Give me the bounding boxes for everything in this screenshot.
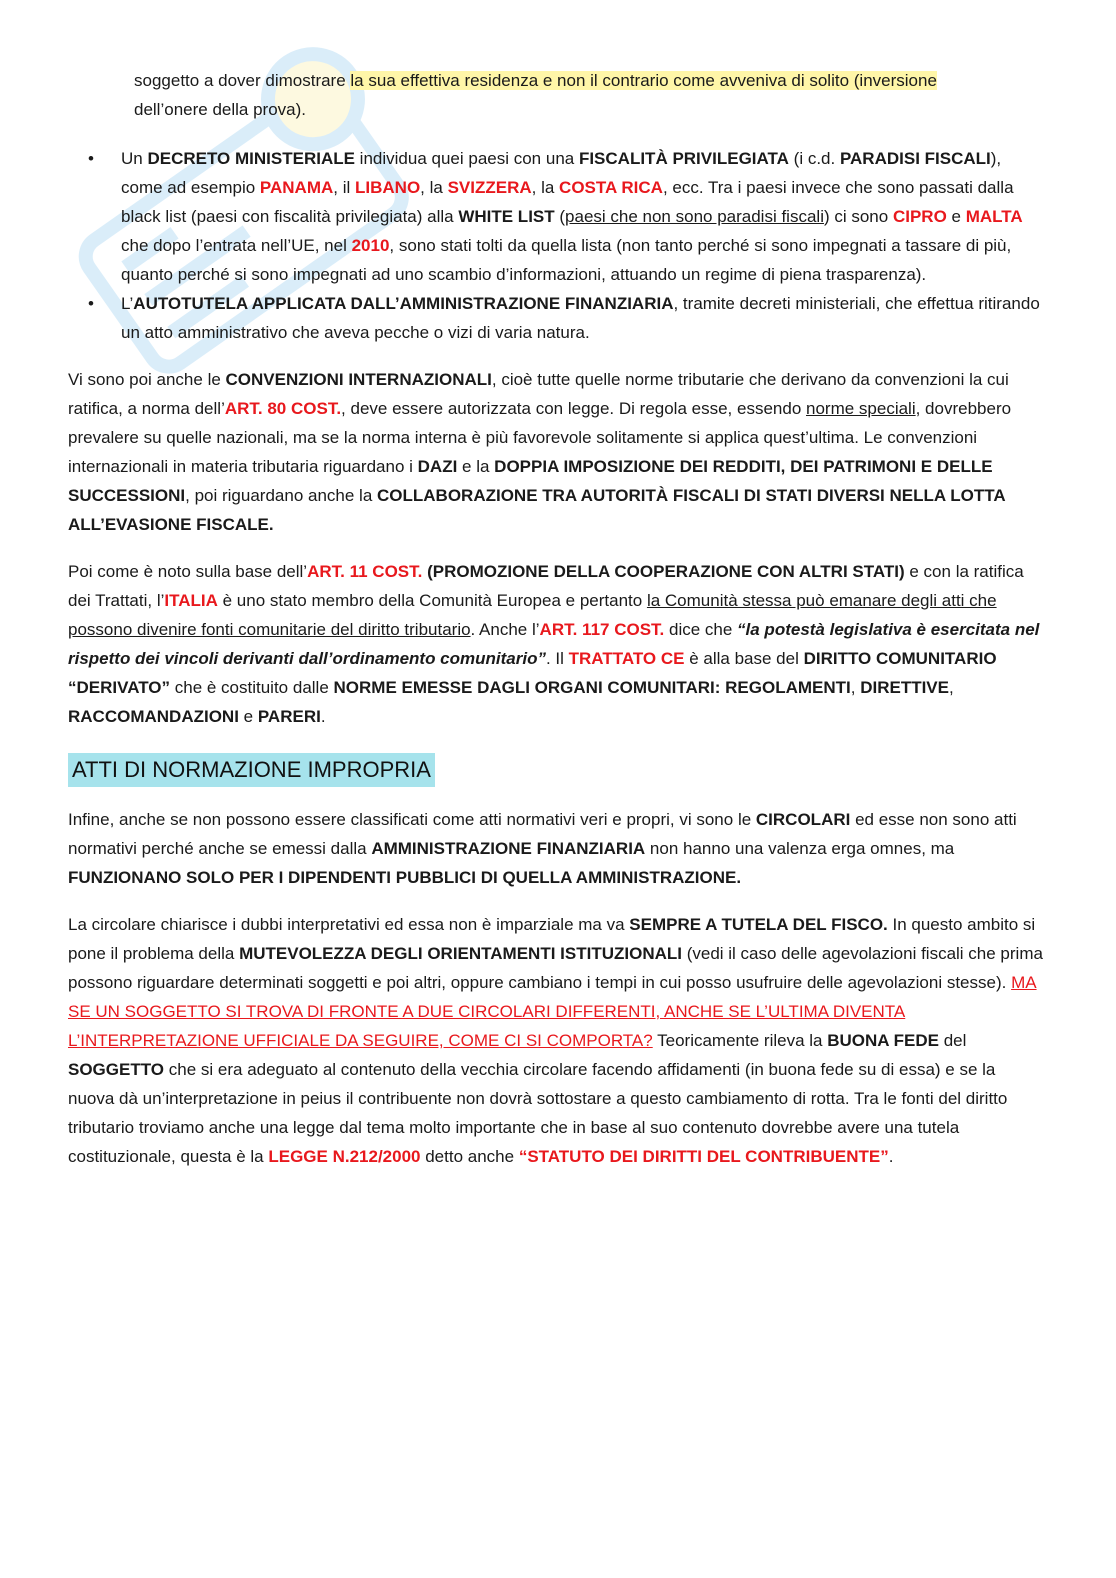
paragraph-circolari: Infine, anche se non possono essere classificati come atti normativi veri e propri, vi sono le CIRCOLARI ed esse non sono atti normativi perché anche se emessi dalla AMMINISTRAZIONE FINANZIARIA non hanno una valenza erga omnes, ma FUNZIONANO SOLO PER I DIPENDENTI PUBBLICI DI QUELLA AMMINISTRAZIONE. xyxy=(68,810,1017,887)
list-item-autotutela: • L’AUTOTUTELA APPLICATA DALL’AMMINISTRAZIONE FINANZIARIA, tramite decreti ministeriali, che effettua ritirando un atto amministrativo che aveva pecche o vizi di varia natura. xyxy=(68,289,1043,347)
section-heading: ATTI DI NORMAZIONE IMPROPRIA xyxy=(68,753,435,787)
bullet-icon: • xyxy=(88,294,94,313)
paragraph-comunitario: Poi come è noto sulla base dell’ART. 11 COST. (PROMOZIONE DELLA COOPERAZIONE CON ALTRI STATI) e con la ratifica dei Trattati, l’ITALIA è uno stato membro della Comunità Europea e pertanto la Comunità stessa può emanare degli atti che possono divenire fonti comunitarie del diritto tributario. Anche l’ART. 117 COST. dice che “la potestà legislativa è esercitata nel rispetto dei vincoli derivanti dall’ordinamento comunitario”. Il TRATTATO CE è alla base del DIRITTO COMUNITARIO “DERIVATO” che è costituito dalle NORME EMESSE DAGLI ORGANI COMUNITARI: REGOLAMENTI, DIRETTIVE, RACCOMANDAZIONI e PARERI. xyxy=(68,562,1040,726)
intro-paragraph: soggetto a dover dimostrare la sua effettiva residenza e non il contrario come avveniva di solito (inversione dell’onere della prova). xyxy=(134,71,937,119)
list-item-decreto: • Un DECRETO MINISTERIALE individua quei paesi con una FISCALITÀ PRIVILEGIATA (i c.d. PARADISI FISCALI), come ad esempio PANAMA, il LIBANO, la SVIZZERA, la COSTA RICA, ecc. Tra i paesi invece che sono passati dalla black list (paesi con fiscalità privilegiata) alla WHITE LIST (paesi che non sono paradisi fiscali) ci sono CIPRO e MALTA che dopo l’entrata nell’UE, nel 2010, sono stati tolti da quella lista (non tanto perché si sono impegnati a tassare di più, quanto perché si sono impegnati ad uno scambio d’informazioni, attuando un regime di piena trasparenza). xyxy=(68,144,1043,289)
bullet-icon: • xyxy=(88,149,94,168)
paragraph-circolare-fisco: La circolare chiarisce i dubbi interpretativi ed essa non è imparziale ma va SEMPRE A TUTELA DEL FISCO. In questo ambito si pone il problema della MUTEVOLEZZA DEGLI ORIENTAMENTI ISTITUZIONALI (vedi il caso delle agevolazioni fiscali che prima possono riguardare determinati soggetti e poi altri, oppure cambiano i tempi in cui posso usufruire delle agevolazioni stesse). MA SE UN SOGGETTO SI TROVA DI FRONTE A DUE CIRCOLARI DIFFERENTI, ANCHE SE L’ULTIMA DIVENTA L’INTERPRETAZIONE UFFICIALE DA SEGUIRE, COME CI SI COMPORTA? Teoricamente rileva la BUONA FEDE del SOGGETTO che si era adeguato al contenuto della vecchia circolare facendo affidamenti (in buona fede su di essa) e se la nuova dà un’interpretazione in peius il contribuente non dovrà sottostare a questo cambiamento di rotta. Tra le fonti del diritto tributario troviamo anche una legge dal tema molto importante che in base al suo contenuto dovrebbe avere una tutela costituzionale, questa è la LEGGE N.212/2000 detto anche “STATUTO DEI DIRITTI DEL CONTRIBUENTE”. xyxy=(68,915,1043,1166)
paragraph-convenzioni: Vi sono poi anche le CONVENZIONI INTERNAZIONALI, cioè tutte quelle norme tributarie che derivano da convenzioni la cui ratifica, a norma dell’ART. 80 COST., deve essere autorizzata con legge. Di regola esse, essendo norme speciali, dovrebbero prevalere su quelle nazionali, ma se la norma interna è più favorevole solitamente si applica quest’ultima. Le convenzioni internazionali in materia tributaria riguardano i DAZI e la DOPPIA IMPOSIZIONE DEI REDDITI, DEI PATRIMONI E DELLE SUCCESSIONI, poi riguardano anche la COLLABORAZIONE TRA AUTORITÀ FISCALI DI STATI DIVERSI NELLA LOTTA ALL’EVASIONE FISCALE. xyxy=(68,370,1012,534)
document-body xyxy=(68,66,1043,1171)
bullet-list xyxy=(68,144,1043,347)
